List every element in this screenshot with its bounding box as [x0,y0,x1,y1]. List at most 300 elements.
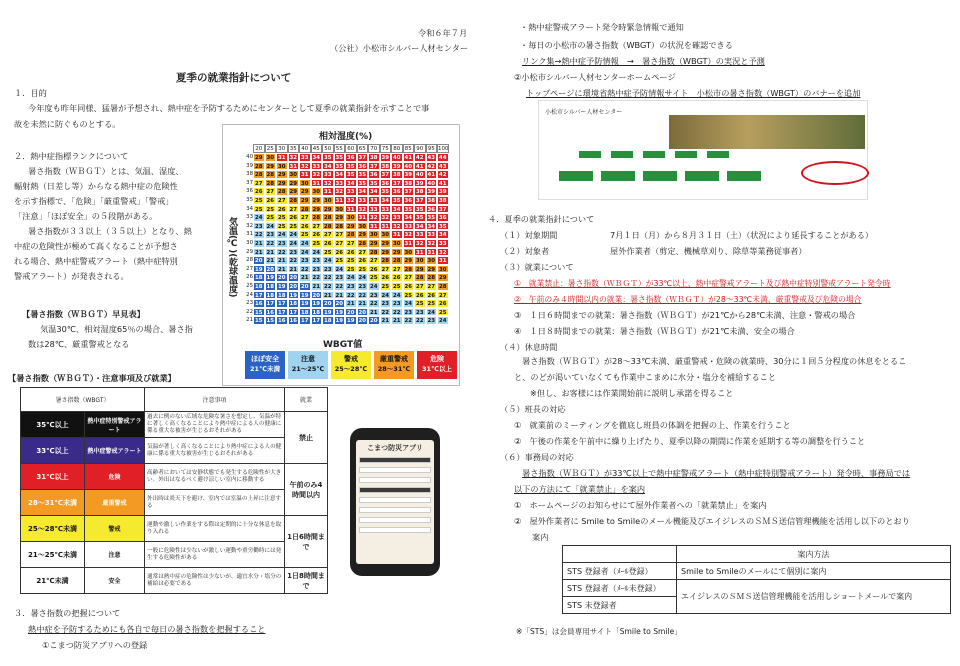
wbgt-cell: 22 [266,240,274,247]
wbgt-cell: 33 [404,223,412,230]
phone-bar [359,517,431,523]
wbgt-cell: 28 [312,215,320,222]
sec2-line: を示す指標で、「危険」「厳重警戒」「警戒」 [14,196,174,206]
wbgt-cell: 29 [415,266,424,273]
quick-table-line2: 数は28℃、厳重警戒となる [28,339,130,349]
wbgt-cell: 32 [300,163,309,170]
wbgt-cell: 41 [438,180,447,187]
wbgt-cell: 19 [254,266,263,273]
temperature-tick: 34 [246,205,253,212]
wbgt-cell: 22 [300,266,309,273]
wbgt-cell: 22 [346,292,355,299]
wbgt-cell: 19 [323,309,332,316]
wbgt-cell: 28 [277,189,286,196]
phone-bar [359,497,431,503]
wbgt-cell: 29 [300,197,309,204]
wbgt-cell: 40 [427,180,435,187]
wbgt-cell: 18 [312,309,320,316]
wbgt-cell: 35 [358,180,366,187]
wbgt-cell: 33 [323,172,332,179]
document-date: 令和６年７月 [418,28,468,38]
wbgt-cell: 27 [438,292,447,299]
humidity-axis [253,144,449,153]
wbgt-cell: 16 [277,318,286,325]
humidity-tick: 95 [426,144,438,153]
wbgt-cell: 29 [323,206,332,213]
wbgt-cell: 26 [346,249,355,256]
wbgt-cell: 23 [369,292,378,299]
wbgt-cell: 35 [323,155,332,161]
wbgt-cell: 41 [415,163,424,170]
wbgt-cell: 29 [346,223,355,230]
wbgt-cell: 33 [415,232,424,239]
wbgt-cell: 28 [323,215,332,222]
temperature-tick: 38 [246,171,253,178]
document-title: 夏季の就業指針について [176,72,292,84]
wbgt-cell: 30 [358,223,366,230]
wbgt-cell: 24 [277,232,286,239]
wbgt-cell: 22 [415,318,424,325]
wbgt-cell: 33 [392,215,401,222]
col-notes: 注意事項 [145,388,285,412]
wbgt-cell: 18 [300,309,309,316]
wbgt-cell: 25 [266,215,274,222]
wbgt-cell: 24 [289,240,297,247]
wbgt-cell: 40 [404,163,412,170]
wbgt-range: 25〜28℃未満 [21,516,85,542]
wbgt-cell: 17 [300,318,309,325]
wbgt-cell: 29 [381,240,389,247]
wbgt-cell: 30 [415,258,424,265]
wbgt-cell: 32 [427,240,435,247]
temperature-tick: 35 [246,196,253,203]
wbgt-cell: 24 [254,215,263,222]
wbgt-cell: 24 [358,275,366,282]
temperature-tick: 21 [246,317,253,324]
wbgt-cell: 29 [277,180,286,187]
wbgt-cell: 26 [289,215,297,222]
wbgt-range: 28〜31℃未満 [21,490,85,516]
wbgt-cell: 36 [381,180,389,187]
wbgt-cell: 23 [266,232,274,239]
wbgt-cell: 25 [312,240,320,247]
wbgt-cell: 25 [266,206,274,213]
wbgt-cell: 28 [335,223,343,230]
wbgt-cell: 30 [392,240,401,247]
wbgt-cell: 37 [404,189,412,196]
wbgt-cell: 34 [415,223,424,230]
wbgt-cell: 22 [335,283,343,290]
wbgt-cell: 26 [266,197,274,204]
wbgt-cell: 25 [277,223,286,230]
wbgt-cell: 37 [381,172,389,179]
wbgt-cell: 20 [358,318,366,325]
wbgt-cell: 26 [392,275,401,282]
wbgt-range: 31℃以上 [21,464,85,490]
p6-label: （６）事務局の対応 [500,452,574,462]
wbgt-cell: 22 [404,318,412,325]
wbgt-cell: 25 [392,283,401,290]
wbgt-cell: 17 [289,309,297,316]
wbgt-cell: 27 [346,240,355,247]
wbgt-cell: 27 [427,283,435,290]
phone-screen [356,440,434,564]
wbgt-cell: 33 [358,197,366,204]
wbgt-cell: 36 [358,163,366,170]
wbgt-cell: 20 [346,309,355,316]
wbgt-cell: 20 [300,283,309,290]
temperature-axis [241,153,253,325]
wbgt-cell: 25 [277,215,286,222]
wbgt-cell: 36 [392,189,401,196]
footnote: ※「STS」は会員専用サイト「Smile to Smile」 [516,627,682,636]
leader-rule-1: ① 就業前のミーティングを徹底し班員の体調を把握の上、作業を行うこと [514,420,791,430]
wbgt-cell: 29 [254,155,263,161]
wbgt-cell: 23 [277,240,286,247]
wbgt-cell: 27 [335,232,343,239]
wbgt-cell: 23 [415,309,424,316]
wbgt-cell: 31 [277,155,286,161]
sec2-line: 暑さ指数が３３以上（３５以上）となり、熱 [28,226,192,236]
wbgt-cell: 19 [335,318,343,325]
notification-method-table [562,545,951,614]
wbgt-cell: 33 [335,180,343,187]
wbgt-cell: 27 [300,215,309,222]
site-nav [579,151,729,158]
sec2-line: 「注意」「ほぼ安全」の５段階がある。 [14,211,158,221]
wbgt-cell: 20 [254,258,263,265]
wbgt-cell: 30 [300,180,309,187]
wbgt-cell: 21 [312,283,320,290]
p5-label: （５）班長の対応 [500,404,566,414]
wbgt-cell: 24 [335,266,343,273]
risk-note: 一般に危険性は少ないが激しい運動や重労働時には発生する危険性がある [145,542,285,568]
office-line4: ② 屋外作業者に Smile to Smileのメール機能及びエイジレスのＳＭＳ送信管理機能を活用し以下のとおり [514,516,910,526]
wbgt-bullet: ・毎日の小松市の暑さ指数（WBGT）の状況を確認できる [520,40,733,50]
wbgt-cell: 32 [392,223,401,230]
humidity-tick: 50 [322,144,334,153]
wbgt-cell: 30 [369,232,378,239]
p3-label: （３）就業について [500,262,574,272]
quick-table-title: 【暑さ指数（ＷＢＧＴ）早見表】 [22,309,145,319]
wbgt-cell: 36 [404,197,412,204]
wbgt-cell: 31 [346,206,355,213]
wbgt-cell: 21 [266,258,274,265]
wbgt-cell: 22 [323,275,332,282]
wbgt-cell: 31 [438,258,447,265]
wbgt-cell: 21 [277,258,286,265]
wbgt-cell: 21 [266,249,274,256]
wbgt-cell: 37 [369,163,378,170]
wbgt-cell: 32 [438,249,447,256]
wbgt-cell: 28 [254,172,263,179]
work-limit: 禁止 [285,412,328,464]
legend-range: 21〜25℃ [291,365,325,373]
wbgt-cell: 23 [404,309,412,316]
wbgt-cell: 31 [323,189,332,196]
humidity-tick: 90 [414,144,426,153]
wbgt-cell: 15 [254,318,263,325]
temperature-tick: 28 [246,257,253,264]
wbgt-cell: 28 [392,258,401,265]
wbgt-cell: 39 [427,189,435,196]
wbgt-cell: 19 [300,301,309,308]
wbgt-cell: 20 [289,275,297,282]
wbgt-notes-table [20,387,328,594]
wbgt-cell: 26 [277,206,286,213]
sec2-paragraph [14,164,214,284]
wbgt-cell: 27 [369,258,378,265]
rest-line1: 暑さ指数（ＷＢＧＴ）が28〜33℃未満、厳重警戒・危険の就業時、30分に１回５分程度の休息をとるこ [522,356,907,366]
wbgt-cell: 28 [358,240,366,247]
wbgt-cell: 17 [277,309,286,316]
temperature-tick: 25 [246,282,253,289]
wbgt-cell: 27 [323,232,332,239]
wbgt-cell: 35 [358,172,366,179]
wbgt-cell: 35 [369,180,378,187]
sec1-heading: １．目的 [14,88,47,98]
wbgt-cell: 28 [289,197,297,204]
p1-label: （１）対象期間 [500,230,558,240]
wbgt-cell: 30 [381,232,389,239]
wbgt-cell: 39 [404,172,412,179]
p1-text: 7月１日（月）から８月３１日（土）（状況により延長することがある） [610,230,874,240]
humidity-tick: 40 [299,144,311,153]
wbgt-range: 33℃以上 [21,438,85,464]
legend-range: 21℃未満 [250,365,280,373]
wbgt-cell: 20 [335,301,343,308]
wbgt-cell: 25 [369,275,378,282]
wbgt-cell: 22 [358,292,366,299]
sec3-heading: ３．暑さ指数の把握について [14,608,121,618]
office-line1: 暑さ指数（ＷＢＧＴ）が33℃以上で熱中症警戒アラート（熱中症特別警戒アラート）発令時、事務局では [522,468,911,478]
humidity-tick: 45 [311,144,323,153]
wbgt-cell: 42 [415,155,424,161]
wbgt-cell: 18 [254,275,263,282]
wbgt-legend [245,351,457,379]
humidity-tick: 75 [380,144,392,153]
wbgt-cell: 19 [277,283,286,290]
wbgt-cell: 28 [427,275,435,282]
wbgt-cell: 35 [346,172,355,179]
wbgt-cell: 33 [312,163,320,170]
site-nav-item [675,151,697,158]
wbgt-cell: 28 [254,163,263,170]
wbgt-cell: 23 [335,275,343,282]
method-table-header: 案内方法 [677,546,951,563]
wbgt-cell: 18 [289,301,297,308]
humidity-tick: 65 [357,144,369,153]
wbgt-cell: 26 [323,240,332,247]
wbgt-cell: 30 [427,258,435,265]
wbgt-cell: 18 [266,283,274,290]
col-wbgt: 暑さ指数（WBGT） [21,388,145,412]
site-hero-image [669,115,865,149]
risk-level: 警戒 [85,516,145,542]
wbgt-cell: 33 [346,189,355,196]
phone-bar [359,507,431,513]
wbgt-cell: 36 [438,215,447,222]
wbgt-cell: 21 [323,292,332,299]
legend-range: 31℃以上 [422,365,452,373]
wbgt-cell: 19 [312,301,320,308]
legend-name: 厳重警戒 [380,355,408,363]
wbgt-cell: 23 [381,301,389,308]
office-line3: ① ホームページのお知らせにて屋外作業者への「就業禁止」を案内 [514,500,767,510]
wbgt-cell: 17 [312,318,320,325]
method-row-value: エイジレスのＳＭＳ送信管理機能を活用しショートメールで案内 [677,580,951,614]
work-rule-2: ② 午前のみ４時間以内の就業：暑さ指数（ＷＢＧＴ）が28〜33℃未満、厳重警戒及び危険の場合 [514,295,862,304]
wbgt-cell: 28 [381,258,389,265]
wbgt-cell: 25 [381,283,389,290]
wbgt-cell: 26 [254,189,263,196]
risk-level: 危険 [85,464,145,490]
wbgt-cell: 25 [300,232,309,239]
wbgt-cell: 34 [323,163,332,170]
wbgt-cell: 18 [277,292,286,299]
wbgt-cell: 20 [358,309,366,316]
method-row-value: Smile to Smileのメールにて個別に案内 [677,563,951,580]
temperature-tick: 29 [246,248,253,255]
wbgt-cell: 38 [404,180,412,187]
risk-level: 安全 [85,568,145,594]
wbgt-cell: 18 [254,283,263,290]
temperature-tick: 32 [246,222,253,229]
wbgt-cell: 27 [335,240,343,247]
work-rule-1: ① 就業禁止：暑さ指数（ＷＢＧＴ）が33℃以上、熱中症警戒アラート及び熱中症特別警戒アラート発令時 [514,279,891,288]
wbgt-cell: 25 [254,206,263,213]
humidity-tick: 70 [368,144,380,153]
wbgt-cell: 26 [415,292,424,299]
method-row-label: STS 登録者（ﾒｰﾙ未登録） [563,580,677,597]
wbgt-cell: 26 [438,301,447,308]
legend-name: 注意 [301,355,315,363]
site-button [601,171,635,181]
wbgt-cell: 27 [358,249,366,256]
wbgt-cell: 20 [289,283,297,290]
wbgt-range: 21〜25℃未満 [21,542,85,568]
wbgt-cell: 25 [415,301,424,308]
wbgt-cell: 34 [369,189,378,196]
wbgt-cell: 40 [392,155,401,161]
wbgt-cell: 29 [289,189,297,196]
phone-bar [359,527,431,533]
notes-row [21,516,328,542]
notes-body [21,412,328,594]
wbgt-cell: 26 [335,249,343,256]
wbgt-cell: 31 [300,172,309,179]
humidity-tick: 20 [253,144,265,153]
wbgt-cell: 29 [300,189,309,196]
wbgt-cell: 21 [300,275,309,282]
work-limit: 1日8時間まで [285,568,328,594]
wbgt-cell: 34 [404,215,412,222]
temperature-tick: 33 [246,214,253,221]
wbgt-cell: 27 [392,266,401,273]
p2-text: 屋外作業者（剪定、機械草刈り、除草等業務従事者） [610,246,807,256]
site-nav-item [707,151,729,158]
sec4-heading: ４．夏季の就業指針について [488,214,595,224]
wbgt-cell: 38 [438,197,447,204]
wbgt-cell: 35 [427,215,435,222]
wbgt-cell: 16 [254,301,263,308]
wbgt-cell: 25 [346,258,355,265]
wbgt-cell: 30 [335,206,343,213]
wbgt-cell: 23 [323,266,332,273]
wbgt-cell: 29 [369,240,378,247]
wbgt-cell: 30 [404,249,412,256]
wbgt-cell: 39 [392,163,401,170]
wbgt-cell: 19 [289,292,297,299]
wbgt-cell: 29 [358,232,366,239]
wbgt-cell: 21 [369,309,378,316]
wbgt-cell: 23 [346,283,355,290]
site-nav-item [579,151,601,158]
wbgt-cell: 28 [369,249,378,256]
humidity-tick: 25 [265,144,277,153]
wbgt-cell: 24 [381,292,389,299]
wbgt-range: 35℃以上 [21,412,85,438]
wbgt-cell: 24 [300,240,309,247]
wbgt-cell: 35 [335,163,343,170]
wbgt-cell: 24 [369,283,378,290]
wbgt-cell: 30 [346,215,355,222]
temperature-tick: 30 [246,239,253,246]
notes-row [21,464,328,490]
risk-note: 運動や激しい作業をする際は定期的に十分な休息を取り入れる [145,516,285,542]
wbgt-cell: 29 [289,180,297,187]
wbgt-cell: 31 [335,197,343,204]
sec2-line: 輻射熱（日差し等）からなる熱中症の危険性 [14,181,178,191]
notes-row [21,438,328,464]
site-name: 小松市シルバー人材センター [545,109,623,116]
wbgt-cell: 21 [254,249,263,256]
quick-table-line1: 気温30℃、相対湿度65％の場合、暑さ指 [40,324,193,334]
wbgt-cell: 23 [254,223,263,230]
risk-note: 気温が著しく高くなることにより熱中症による人の健康に係る重大な被害が生じるおそれがある [145,438,285,464]
wbgt-cell: 42 [427,163,435,170]
wbgt-cell: 35 [335,155,343,161]
wbgt-cell: 39 [415,180,424,187]
site-button [727,171,761,181]
wbgt-cell: 21 [289,266,297,273]
humidity-tick: 60 [345,144,357,153]
temperature-tick: 26 [246,274,253,281]
wbgt-cell: 35 [404,206,412,213]
site-button [685,171,719,181]
wbgt-cell: 21 [335,292,343,299]
wbgt-cell: 28 [300,206,309,213]
wbgt-cell: 33 [300,155,309,161]
wbgt-cell: 25 [404,292,412,299]
wbgt-cell: 32 [312,172,320,179]
temperature-tick: 39 [246,162,253,169]
wbgt-cell: 27 [404,275,412,282]
wbgt-cell: 26 [381,275,389,282]
wbgt-cell: 29 [427,266,435,273]
legend-name: 警戒 [344,355,358,363]
wbgt-cell: 21 [392,318,401,325]
notes-row [21,542,328,568]
wbgt-cell: 22 [323,283,332,290]
wbgt-cell: 34 [346,180,355,187]
wbgt-legend-item [331,351,371,379]
wbgt-cell: 21 [346,301,355,308]
wbgt-cell: 31 [415,249,424,256]
wbgt-cell: 29 [277,172,286,179]
wbgt-cell: 32 [369,215,378,222]
wbgt-cell: 25 [358,266,366,273]
